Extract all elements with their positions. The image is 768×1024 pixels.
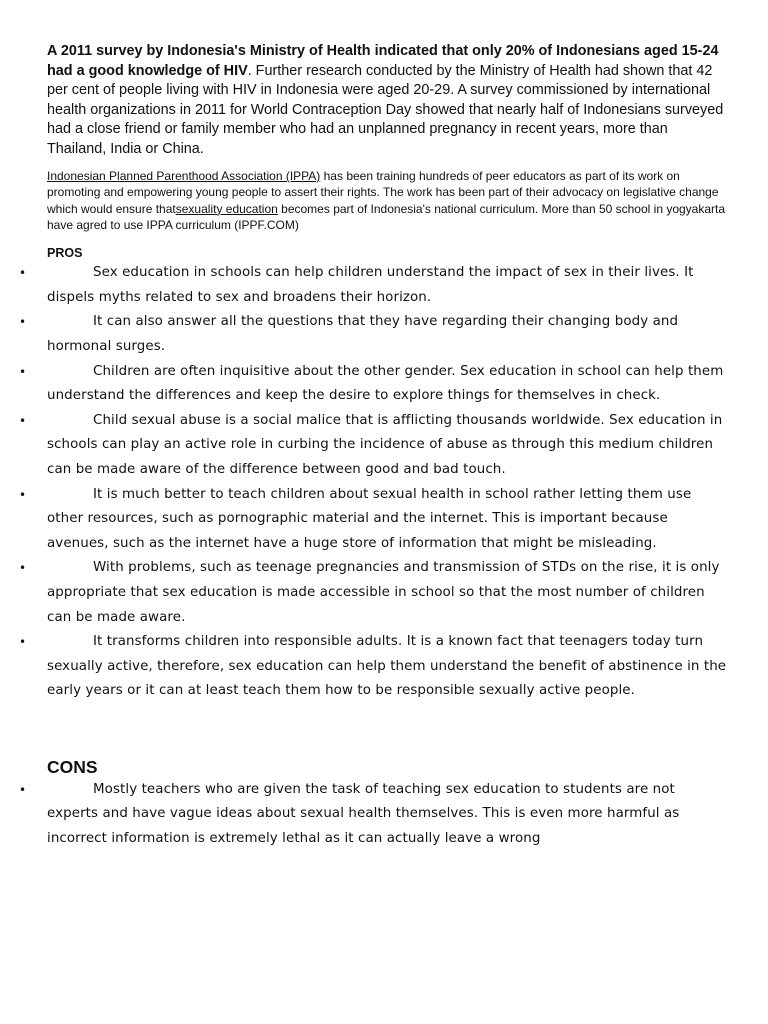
ippa-link[interactable]: Indonesian Planned Parenthood Association (IPPA) xyxy=(47,169,321,183)
list-item xyxy=(19,778,727,852)
pros-item-text: It can also answer all the questions that they have regarding their changing body and hormonal surges. xyxy=(47,314,679,354)
pros-item-text: Sex education in schools can help children understand the impact of sex in their lives. It dispels myths related to sex and broadens their horizon. xyxy=(47,265,694,305)
document-page xyxy=(19,42,727,852)
pros-item-text: It transforms children into responsible adults. It is a known fact that teenagers today turn sexually active, therefore, sex education can help them understand the benefit of abstinence in the early years or it can at least teach them how to be responsible sexually active people. xyxy=(47,634,727,699)
bullet-icon: • xyxy=(19,635,27,650)
list-item xyxy=(19,310,727,359)
cons-item-text: Mostly teachers who are given the task of teaching sex education to students are not experts and have vague ideas about sexual health themselves. This is even more harmful as incorrect information is extremely lethal as it can actually leave a wrong xyxy=(47,781,680,847)
cons-list xyxy=(19,778,727,852)
bullet-icon: • xyxy=(19,487,27,502)
pros-list xyxy=(19,261,727,704)
list-item xyxy=(19,261,727,310)
list-item xyxy=(19,483,727,557)
bullet-icon: • xyxy=(19,413,27,428)
list-item xyxy=(19,409,727,483)
bullet-icon: • xyxy=(19,266,27,281)
cons-heading: CONS xyxy=(47,756,98,777)
pros-item-text: Child sexual abuse is a social malice that is afflicting thousands worldwide. Sex education in schools can play an active role in curbing the incidence of abuse as through this medium children can be made aware of the difference between good and bad touch. xyxy=(47,412,723,477)
list-item xyxy=(19,360,727,409)
bullet-icon: • xyxy=(19,315,27,330)
pros-item-text: It is much better to teach children about sexual health in school rather letting them use other resources, such as pornographic material and the internet. This is important because avenues, such as the internet have a huge store of information that might be misleading. xyxy=(47,486,692,551)
bullet-icon: • xyxy=(19,364,27,379)
ippa-text-1: has been training hundreds of peer educators as part of its work on promoting and empowering young people to assert their rights. The work has been part of their advocacy on legislative change which would ensure that xyxy=(47,169,719,216)
ippa-text-2: becomes part of Indonesia's national curriculum. More than 50 school in yogyakarta have agred to use IPPA curriculum (IPPF.COM) xyxy=(47,201,726,232)
pros-item-text: With problems, such as teenage pregnancies and transmission of STDs on the rise, it is only appropriate that sex education is made accessible in school so that the most number of children can be made aware. xyxy=(47,560,720,625)
bullet-icon: • xyxy=(19,561,27,576)
list-item xyxy=(19,556,727,630)
intro-paragraph xyxy=(47,42,727,159)
pros-item-text: Children are often inquisitive about the other gender. Sex education in school can help them understand the differences and keep the desire to explore things for themselves in check. xyxy=(47,363,724,404)
bullet-icon: • xyxy=(19,782,27,797)
pros-heading: PROS xyxy=(47,246,83,261)
list-item xyxy=(19,630,727,704)
intro-rest-text: . Further research conducted by the Ministry of Health had shown that 42 per cent of people living with HIV in Indonesia were aged 20-29. A survey commissioned by international health organizations in 2011 for World Contraception Day showed that nearly half of Indonesians surveyed had a close friend or family member who had an unplanned pregnancy in recent years, more than Thailand, India or China. xyxy=(47,62,724,157)
ippa-paragraph xyxy=(47,168,727,233)
sexuality-education-link[interactable]: sexuality education xyxy=(175,201,278,216)
intro-bold-text: A 2011 survey by Indonesia's Ministry of Health indicated that only 20% of Indonesians aged 15-24 had a good knowledge of HIV xyxy=(47,43,719,79)
